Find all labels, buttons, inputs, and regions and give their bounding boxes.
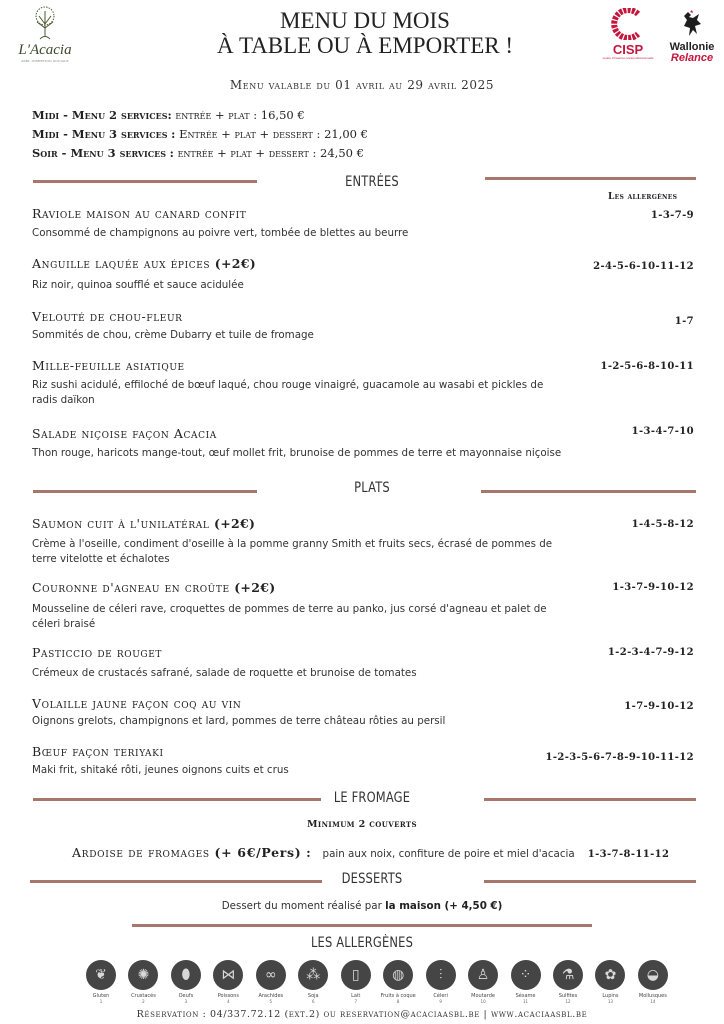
tree-icon	[30, 6, 60, 40]
dish-description: Thon rouge, haricots mange-tout, œuf mollet frit, brunoise de pommes de terre et mayonnaise niçoise	[32, 447, 562, 459]
allergen-codes: 1-7	[674, 316, 694, 327]
dish-supplement: (+2€)	[213, 516, 256, 531]
dish-name	[32, 696, 241, 711]
dish-name	[32, 516, 255, 531]
dish-title: Volaille jaune façon coq au vin	[32, 696, 242, 711]
allergen-number: 9	[439, 999, 442, 1004]
allergen-item	[634, 960, 672, 1004]
allergen-label: Poissons	[217, 993, 240, 999]
formula-midi-2	[32, 108, 305, 122]
allergen-number: 2	[142, 999, 145, 1004]
allergen-label: Arachides	[258, 993, 284, 999]
allergen-item	[167, 960, 205, 1004]
title-line-1: MENU DU MOIS	[280, 8, 450, 33]
dish-title: Salade niçoise façon Acacia	[32, 426, 217, 441]
allergen-label: Fruits à coque	[380, 993, 416, 999]
dish-name	[32, 206, 246, 221]
section-divider-left	[33, 798, 321, 801]
allergen-item	[82, 960, 120, 1004]
allergen-number: 3	[184, 999, 188, 1004]
egg-icon: ⬮	[171, 960, 201, 990]
allergen-codes: 1-3-4-7-10	[631, 426, 694, 437]
logo-name: L'Acacia	[18, 42, 72, 58]
formula-detail: Entrée + plat + dessert : 21,00 €	[179, 127, 368, 141]
acacia-logo	[14, 6, 76, 63]
dessert-bold: la maison (+ 4,50 €)	[385, 900, 503, 912]
allergen-label: Sulfites	[558, 993, 578, 999]
cisp-c-icon	[611, 8, 645, 40]
formula-label: Midi - Menu 2 services	[32, 108, 168, 122]
allergen-item	[422, 960, 460, 1004]
allergen-number: 14	[650, 999, 656, 1004]
section-divider-left	[30, 880, 322, 883]
section-divider-left	[33, 180, 257, 183]
section-divider-right	[484, 798, 696, 801]
dish-name	[32, 426, 217, 441]
page-title	[200, 8, 530, 58]
dish-name	[32, 256, 256, 271]
allergen-item	[379, 960, 417, 1004]
dish-supplement: (+2€)	[214, 256, 256, 271]
allergen-label: Lait	[351, 993, 361, 999]
dish-title: Pasticcio de rouget	[32, 645, 162, 660]
allergen-codes: 1-3-7-9	[650, 210, 694, 221]
section-title-plats: PLATS	[354, 480, 390, 496]
cisp-label: CISP	[612, 42, 644, 57]
dish-title: Saumon cuit à l'unilatéral	[32, 516, 210, 531]
dish-title: Mille-feuille asiatique	[32, 358, 185, 373]
allergen-column-header: Les allergènes	[608, 192, 678, 202]
allergen-codes: 1-3-7-8-11-12	[587, 849, 670, 860]
allergen-number: 12	[565, 999, 571, 1004]
wallonie-relance-logo	[664, 10, 720, 64]
section-title-desserts: DESSERTS	[341, 871, 403, 887]
section-divider-right	[485, 177, 696, 180]
rooster-icon	[679, 10, 705, 38]
allergen-item	[337, 960, 375, 1004]
allergen-codes: 1-2-3-4-7-9-12	[607, 647, 694, 658]
wallonie-label: Wallonie	[669, 41, 715, 53]
formula-label: Soir - Menu 3 services	[32, 146, 166, 160]
allergen-label: Sésame	[515, 993, 536, 999]
section-title-allergenes: LES ALLERGÈNES	[310, 935, 414, 951]
allergen-number: 5	[269, 999, 273, 1004]
dish-name	[32, 744, 164, 759]
dish-description: Crème à l'oseille, condiment d'oseille à la pomme granny Smith et fruits secs, écrasé de pommes de terre vitelotte et échalotes	[32, 538, 553, 565]
allergen-number: 10	[480, 999, 486, 1004]
allergen-number: 7	[354, 999, 357, 1004]
dish-name	[32, 309, 183, 324]
allergen-codes: 1-2-5-6-8-10-11	[600, 361, 694, 372]
formula-detail: entrée + plat : 16,50 €	[175, 108, 305, 122]
crab-icon: ✺	[128, 960, 158, 990]
dish-title: Velouté de chou-fleur	[32, 309, 183, 324]
cheese-board-sep: :	[306, 845, 312, 860]
dessert-line	[0, 900, 724, 912]
formula-sep: :	[171, 127, 176, 141]
dish-title: Anguille laquée aux épices	[32, 256, 211, 271]
formula-detail: entrée + plat + dessert : 24,50 €	[177, 146, 364, 160]
sesame-icon: ⁘	[511, 960, 541, 990]
allergen-item	[591, 960, 629, 1004]
section-title-entrees: ENTRÉES	[345, 174, 399, 190]
section-divider-left	[33, 490, 257, 493]
dish-description: Riz sushi acidulé, effiloché de bœuf laqué, chou rouge vinaigré, guacamole au wasabi et pickles de radis daïkon	[32, 379, 544, 406]
lupin-icon: ✿	[595, 960, 625, 990]
formula-sep: :	[167, 108, 172, 122]
allergen-codes: 1-4-5-8-12	[631, 519, 694, 530]
dish-name	[32, 358, 185, 373]
section-divider-right	[481, 490, 696, 493]
allergen-number: 4	[227, 999, 230, 1004]
allergen-label: Gluten	[92, 993, 110, 999]
allergen-item	[549, 960, 587, 1004]
logo-tagline: ASBL INSERTION SOCIALE	[21, 59, 69, 63]
dish-description: Crémeux de crustacés safrané, salade de roquette et brunoise de tomates	[32, 667, 417, 679]
relance-label: Relance	[670, 52, 714, 64]
peanut-icon: ∞	[256, 960, 286, 990]
shell-icon: ◒	[638, 960, 668, 990]
minimum-covers-note: Minimum 2 couverts	[307, 819, 417, 830]
allergen-item	[507, 960, 545, 1004]
allergen-label: Mollusques	[638, 993, 667, 999]
section-title-fromage: LE FROMAGE	[333, 790, 411, 806]
formula-midi-3	[32, 127, 368, 141]
cheese-board-name	[72, 845, 311, 860]
reservation-footer: Réservation : 04/337.72.12 (ext.2) ou reservation@acaciaasbl.be | www.acaciaasbl.be	[136, 1009, 588, 1020]
allergen-codes: 1-2-3-5-6-7-8-9-10-11-12	[545, 752, 694, 763]
wheat-icon: ❦	[86, 960, 116, 990]
dish-description: Mousseline de céleri rave, croquettes de pommes de terre au panko, jus corsé d'agneau et palet de céleri braisé	[32, 603, 547, 630]
dish-title: Raviole maison au canard confit	[32, 206, 247, 221]
nut-icon: ◍	[383, 960, 413, 990]
section-divider	[132, 924, 592, 927]
milk-icon: ▯	[341, 960, 371, 990]
formula-sep: :	[169, 146, 174, 160]
cisp-subtitle: centre d'insertion socioprofessionnelle	[602, 56, 654, 60]
allergen-number: 6	[311, 999, 315, 1004]
dish-description: Oignons grelots, champignons et lard, pommes de terre château rôties au persil	[32, 715, 446, 727]
dish-description: Maki frit, shitaké rôti, jeunes oignons cuits et crus	[32, 764, 289, 776]
soy-icon: ⁂	[298, 960, 328, 990]
allergen-label: Oeufs	[178, 993, 194, 999]
allergen-label: Moutarde	[471, 993, 495, 999]
dish-description: Sommités de chou, crème Dubarry et tuile de fromage	[32, 329, 314, 341]
fish-icon: ⋈	[213, 960, 243, 990]
allergen-legend	[82, 960, 672, 1004]
allergen-label: Crustacés	[131, 993, 156, 999]
allergen-label: Soja	[307, 993, 319, 999]
allergen-number: 8	[396, 999, 400, 1004]
sulfite-icon: ⚗	[553, 960, 583, 990]
formula-label: Midi - Menu 3 services	[32, 127, 168, 141]
allergen-codes: 1-3-7-9-10-12	[612, 582, 694, 593]
formula-soir-3	[32, 146, 364, 160]
cheese-board-description: pain aux noix, confiture de poire et miel d'acacia	[322, 848, 575, 860]
celery-icon: ⫶	[426, 960, 456, 990]
allergen-label: Céleri	[433, 993, 448, 999]
cisp-logo	[602, 8, 654, 60]
cheese-board-line	[72, 842, 669, 861]
allergen-codes: 2-4-5-6-10-11-12	[593, 261, 694, 272]
dish-description: Consommé de champignons au poivre vert, tombée de blettes au beurre	[32, 227, 409, 239]
allergen-label: Lupins	[602, 993, 619, 999]
dish-title: Bœuf façon teriyaki	[32, 744, 164, 759]
allergen-item	[209, 960, 247, 1004]
allergen-number: 13	[607, 999, 613, 1004]
allergen-number: 11	[522, 999, 529, 1004]
dish-title: Couronne d'agneau en croûte	[32, 580, 230, 595]
allergen-item	[464, 960, 502, 1004]
dessert-text: Dessert du moment réalisé par	[221, 900, 382, 912]
allergen-codes: 1-7-9-10-12	[624, 701, 694, 712]
allergen-item	[124, 960, 162, 1004]
title-line-2: À TABLE OU À EMPORTER !	[217, 33, 513, 58]
dish-name	[32, 645, 162, 660]
dish-description: Riz noir, quinoa soufflé et sauce acidulée	[32, 279, 244, 291]
dish-name	[32, 580, 275, 595]
section-divider-right	[484, 880, 696, 883]
allergen-number: 1	[99, 999, 103, 1004]
cheese-board-supplement: (+ 6€/Pers)	[214, 845, 302, 860]
allergen-item	[252, 960, 290, 1004]
dish-supplement: (+2€)	[234, 580, 276, 595]
allergen-item	[294, 960, 332, 1004]
cheese-board-title: Ardoise de fromages	[72, 845, 210, 860]
validity-period: Menu valable du 01 avril au 29 avril 2025	[229, 78, 495, 92]
mustard-icon: ♙	[468, 960, 498, 990]
